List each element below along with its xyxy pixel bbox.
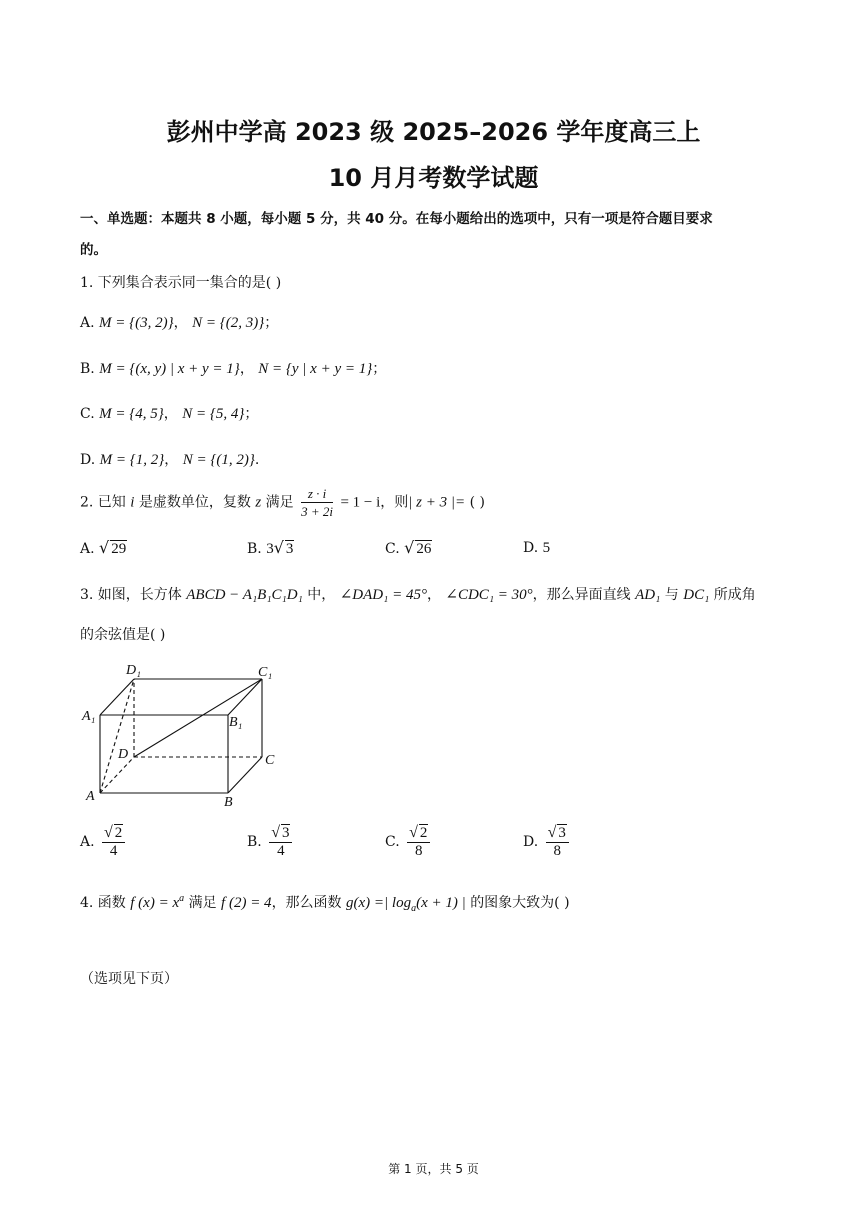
option-label: C.	[385, 834, 400, 850]
q2-text: ，则	[380, 494, 409, 511]
q3-line-2: DC₁	[683, 587, 710, 603]
label-a: A	[86, 789, 95, 804]
exam-title-line2: 10 月月考数学试题	[328, 164, 539, 192]
coefficient: 3	[266, 541, 274, 557]
question-3-stem-line1	[80, 584, 756, 604]
separator: ，	[426, 587, 441, 603]
edge-bc	[228, 757, 262, 793]
option-label: B.	[80, 361, 95, 377]
q3-prefix: 3. 如图，长方体	[80, 587, 182, 603]
q2-text: 是虚数单位，复数	[138, 494, 251, 511]
section-heading-line2: 的。	[80, 242, 107, 258]
section-heading-line1: 一、单选题：本题共 8 小题，每小题 5 分，共 40 分。在每小题给出的选项中，只有一项是符合题目要求	[80, 211, 713, 227]
radical-sign: √	[104, 824, 113, 841]
g-def-prefix: g(x) =| log	[346, 895, 412, 911]
terminator: ；	[244, 406, 259, 422]
q3-text: ，那么异面直线	[532, 587, 631, 603]
radical-sign: √	[409, 824, 418, 841]
q1-option-c	[80, 403, 258, 423]
terminator: ；	[264, 315, 279, 331]
separator: ，	[164, 452, 179, 468]
complex-z: z	[255, 494, 262, 511]
terminator: .	[254, 452, 260, 468]
q2-option-c	[385, 538, 432, 557]
q4-g-def	[346, 895, 466, 914]
q4-function-def	[130, 895, 184, 911]
question-4-stem	[80, 892, 570, 914]
radicand: 3	[285, 541, 294, 557]
edge-ad-hidden	[100, 757, 134, 793]
radical-sign: √	[404, 538, 415, 557]
terminator: ；	[372, 361, 387, 377]
page-footer: 第 1 页，共 5 页	[388, 1162, 479, 1176]
option-value: 5	[542, 540, 551, 556]
q2-tail: ( )	[469, 494, 485, 511]
g-def-suffix: (x + 1) |	[416, 895, 466, 911]
radicand: 26	[416, 541, 432, 557]
fraction-denominator: 4	[109, 843, 118, 859]
set-m: M = {(3, 2)}	[99, 315, 174, 331]
set-m: M = {1, 2}	[99, 452, 165, 468]
label-b: B	[224, 795, 233, 810]
segment-dc1	[134, 679, 262, 757]
separator: ，	[163, 406, 178, 422]
option-label: D.	[523, 834, 539, 850]
radical-sign: √	[273, 538, 284, 557]
option-label: C.	[385, 541, 400, 557]
set-m: M = {4, 5}	[99, 406, 164, 422]
imaginary-unit: i	[130, 494, 135, 511]
q3-angle-1: ∠DAD₁ = 45°	[339, 587, 427, 603]
option-label: A.	[80, 315, 95, 331]
fraction-denominator: 3 + 2i	[301, 504, 333, 519]
q1-option-a	[80, 312, 278, 332]
q2-option-b	[247, 538, 294, 558]
option-label: C.	[80, 406, 95, 422]
option-label: D.	[80, 452, 96, 468]
separator: ，	[239, 361, 254, 377]
set-n: N = {(2, 3)}	[192, 315, 265, 331]
option-label: B.	[247, 541, 262, 557]
continued-note: （选项见下页）	[80, 971, 178, 987]
radicand: 2	[114, 825, 123, 841]
q3-line-1: AD₁	[635, 587, 661, 603]
option-label: A.	[80, 834, 95, 850]
q4-condition: f (2) = 4	[221, 895, 272, 911]
set-m: M = {(x, y) | x + y = 1}	[99, 361, 240, 377]
label-d: D	[118, 747, 129, 762]
q4-prefix: 4. 函数	[80, 895, 126, 911]
exam-title-line1: 彭州中学高 2023 级 2025–2026 学年度高三上	[166, 118, 701, 146]
q1-option-b	[80, 358, 386, 378]
radical-sign: √	[99, 538, 110, 557]
q4-tail: 的图象大致为( )	[470, 895, 570, 911]
option-label: D.	[523, 540, 539, 556]
radicand: 29	[111, 541, 127, 557]
q2-prefix: 2. 已知	[80, 494, 126, 511]
set-n: N = {(1, 2)}	[182, 452, 255, 468]
q2-expression: | z + 3 |=	[408, 494, 466, 511]
radicand: 2	[419, 825, 428, 841]
radicand: 3	[281, 825, 290, 841]
q2-text: 满足	[265, 494, 294, 511]
q2-option-d	[523, 540, 550, 557]
q3-angle-2: ∠CDC₁ = 30°	[445, 587, 533, 603]
q3-option-a	[80, 824, 128, 860]
option-fraction	[269, 824, 292, 860]
function-exponent: a	[179, 893, 185, 904]
set-n: N = {5, 4}	[182, 406, 245, 422]
fraction-denominator: 8	[415, 843, 423, 859]
cuboid-figure	[78, 658, 283, 810]
label-c1: C₁	[258, 665, 273, 680]
label-a1: A₁	[82, 709, 96, 724]
q3-solid: ABCD − A₁B₁C₁D₁	[186, 587, 303, 603]
question-1-stem: 1. 下列集合表示同一集合的是( )	[80, 275, 282, 291]
q4-text: ，那么函数	[271, 895, 342, 911]
option-fraction	[102, 824, 125, 860]
q3-text: 中，	[307, 587, 336, 603]
log-base: a	[411, 903, 417, 914]
segment-ad1-hidden	[100, 679, 134, 793]
separator: ，	[173, 315, 188, 331]
q3-text: 与	[664, 587, 679, 603]
q3-option-d	[523, 824, 572, 860]
fraction-numerator: z · i	[301, 485, 333, 503]
radicand: 3	[558, 825, 566, 841]
function-base: f (x) = x	[130, 895, 180, 911]
fraction-denominator: 4	[277, 843, 285, 859]
option-fraction	[546, 824, 569, 860]
q3-option-b	[247, 824, 295, 860]
option-label: A.	[80, 541, 95, 557]
q1-option-d	[80, 449, 259, 469]
label-d1: D₁	[126, 663, 141, 678]
q3-option-c	[385, 824, 433, 860]
radical-sign: √	[547, 824, 557, 841]
q4-text: 满足	[188, 895, 217, 911]
q2-rhs: = 1 − i	[340, 494, 381, 511]
fraction-denominator: 8	[553, 843, 562, 859]
q2-fraction	[301, 485, 333, 520]
option-fraction	[407, 824, 430, 860]
label-b1: B₁	[229, 715, 243, 730]
label-c: C	[265, 753, 275, 768]
q2-option-a	[80, 538, 127, 557]
question-2-stem	[80, 485, 485, 520]
option-label: B.	[247, 834, 262, 850]
question-3-stem-line2: 的余弦值是( )	[80, 627, 166, 643]
q3-text: 所成角	[713, 587, 756, 603]
radical-sign: √	[271, 824, 280, 841]
set-n: N = {y | x + y = 1}	[258, 361, 373, 377]
